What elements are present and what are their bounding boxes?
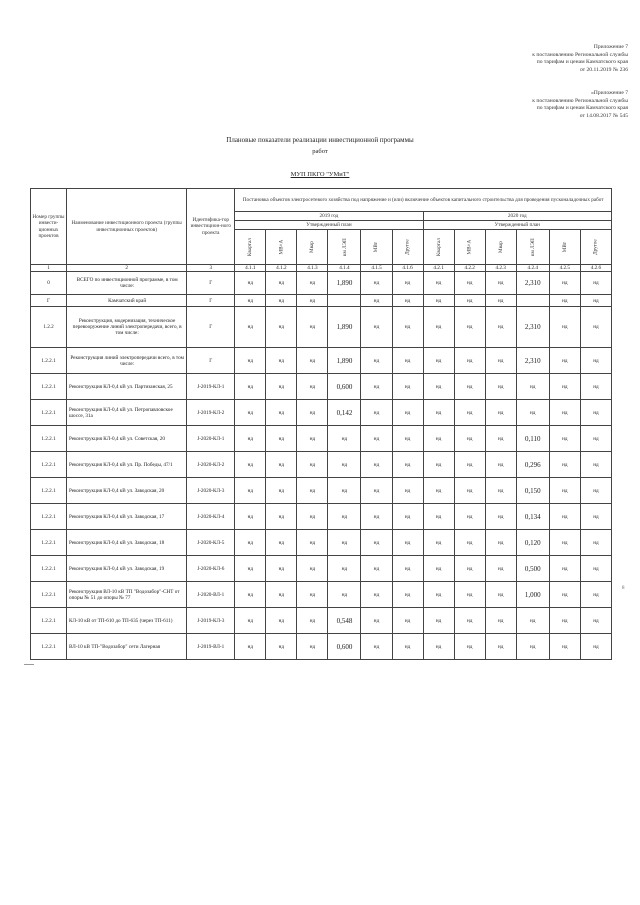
header-unit: Квартал (423, 230, 454, 265)
value-cell: нд (361, 608, 392, 634)
header-unit: км ЛЭП (328, 230, 361, 265)
value-cell: нд (266, 582, 297, 608)
value-cell: нд (549, 307, 580, 348)
value-cell: нд (549, 374, 580, 400)
table-row (31, 608, 612, 634)
value-cell: нд (266, 295, 297, 307)
value-cell: нд (516, 634, 549, 660)
header-unit: Мвар (297, 230, 328, 265)
table-row (31, 272, 612, 295)
group-number-cell: 1.2.2.1 (31, 530, 67, 556)
value-cell: нд (392, 426, 423, 452)
value-cell: нд (516, 400, 549, 426)
table-row (31, 478, 612, 504)
value-cell: нд (235, 582, 266, 608)
value-cell: нд (297, 556, 328, 582)
column-number: 1 (31, 265, 67, 272)
value-cell: нд (361, 307, 392, 348)
group-number-cell: Г (31, 295, 67, 307)
value-cell: нд (549, 634, 580, 660)
project-id-cell: Г (187, 307, 235, 348)
project-name-cell: Реконструкция, модернизация, техническое перевооружение линий электропередачи, всего, в том числе: (67, 307, 187, 348)
value-cell: нд (485, 556, 516, 582)
value-cell: нд (328, 478, 361, 504)
value-cell: нд (549, 426, 580, 452)
investment-table (30, 188, 612, 660)
project-name-cell: Реконструкция КЛ-0,4 кВ ул. Заводская, 17 (67, 504, 187, 530)
value-cell: нд (328, 452, 361, 478)
value-cell: нд (485, 634, 516, 660)
column-number: 2 (67, 265, 187, 272)
value-cell: нд (423, 426, 454, 452)
project-name-cell: ВСЕГО по инвестиционной программе, в том числе: (67, 272, 187, 295)
organization-name: МУП ПКГО "УМиТ" (290, 171, 350, 178)
value-cell: нд (580, 307, 611, 348)
value-cell: нд (297, 452, 328, 478)
value-cell: нд (580, 272, 611, 295)
header-unit: МВ×А (454, 230, 485, 265)
value-cell: 2,310 (516, 272, 549, 295)
column-number: 3 (187, 265, 235, 272)
value-cell: нд (485, 504, 516, 530)
margin-dash (24, 664, 34, 665)
table-row (31, 530, 612, 556)
value-cell: нд (485, 426, 516, 452)
table-row (31, 582, 612, 608)
value-cell: нд (454, 307, 485, 348)
project-name-cell: Реконструкция КЛ-0,4 кВ ул. Советская, 20 (67, 426, 187, 452)
value-cell: нд (266, 478, 297, 504)
header-line: к постановлению Региональной службы (532, 51, 628, 58)
value-cell: нд (423, 307, 454, 348)
value-cell: нд (266, 504, 297, 530)
value-cell: нд (297, 426, 328, 452)
value-cell: 0,134 (516, 504, 549, 530)
value-cell: нд (392, 272, 423, 295)
project-id-cell: J-2020-ВЛ-1 (187, 582, 235, 608)
value-cell: нд (361, 452, 392, 478)
header-plan-2019: Утвержденный план (235, 221, 423, 230)
column-number-row (31, 265, 612, 272)
value-cell: нд (423, 556, 454, 582)
value-cell: нд (266, 426, 297, 452)
value-cell: нд (580, 348, 611, 374)
value-cell: 1,000 (516, 582, 549, 608)
value-cell: нд (454, 478, 485, 504)
value-cell: нд (235, 348, 266, 374)
value-cell: нд (580, 426, 611, 452)
group-number-cell: 1.2.2.1 (31, 504, 67, 530)
value-cell: нд (580, 295, 611, 307)
value-cell: нд (392, 582, 423, 608)
project-id-cell: Г (187, 295, 235, 307)
header-project-name: Наименование инвестиционного проекта (группы инвестиционных проектов) (67, 189, 187, 265)
value-cell: нд (580, 530, 611, 556)
column-number: 4.2.4 (516, 265, 549, 272)
value-cell: нд (361, 348, 392, 374)
column-number: 4.2.5 (549, 265, 580, 272)
value-cell: нд (580, 400, 611, 426)
value-cell: нд (266, 530, 297, 556)
value-cell: нд (485, 582, 516, 608)
table-row (31, 426, 612, 452)
table-row (31, 307, 612, 348)
value-cell: нд (235, 608, 266, 634)
value-cell: нд (580, 374, 611, 400)
group-number-cell: 1.2.2.1 (31, 608, 67, 634)
project-name-cell: Реконструкция КЛ-0,4 кВ ул. Заводская, 18 (67, 530, 187, 556)
value-cell: нд (266, 400, 297, 426)
value-cell: нд (392, 634, 423, 660)
value-cell: нд (423, 582, 454, 608)
table-row (31, 556, 612, 582)
value-cell: нд (485, 608, 516, 634)
project-name-cell: Реконструкция КЛ-0,4 кВ ул. Заводская, 19 (67, 556, 187, 582)
table-row (31, 452, 612, 478)
value-cell: нд (549, 400, 580, 426)
header-line: Приложение 7 (593, 44, 628, 50)
value-cell: нд (235, 556, 266, 582)
table-row (31, 374, 612, 400)
value-cell: нд (297, 307, 328, 348)
value-cell: нд (423, 348, 454, 374)
value-cell: нд (423, 272, 454, 295)
project-id-cell: J-2020-КЛ-6 (187, 556, 235, 582)
value-cell: нд (485, 452, 516, 478)
value-cell: нд (423, 608, 454, 634)
value-cell: нд (485, 530, 516, 556)
column-number: 4.2.6 (580, 265, 611, 272)
value-cell: нд (392, 504, 423, 530)
header-unit: МВт (361, 230, 392, 265)
value-cell: 0,296 (516, 452, 549, 478)
value-cell: нд (235, 504, 266, 530)
value-cell: нд (297, 582, 328, 608)
value-cell: нд (454, 374, 485, 400)
value-cell: нд (454, 426, 485, 452)
value-cell: нд (235, 400, 266, 426)
header-line: от 14.08.2017 № 545 (579, 112, 628, 119)
value-cell: нд (423, 400, 454, 426)
value-cell: нд (392, 374, 423, 400)
project-name-cell: Реконструкция линий электропередачи всего, в том числе: (67, 348, 187, 374)
group-number-cell: 1.2.2.1 (31, 582, 67, 608)
document-title: Плановые показатели реализации инвестиционной программы (226, 136, 414, 144)
value-cell: 0,600 (328, 634, 361, 660)
value-cell: нд (235, 426, 266, 452)
document-subtitle: работ (312, 148, 328, 155)
value-cell: нд (549, 272, 580, 295)
value-cell: 0,548 (328, 608, 361, 634)
column-number: 4.1.6 (392, 265, 423, 272)
value-cell: нд (297, 374, 328, 400)
value-cell: нд (361, 504, 392, 530)
value-cell: нд (361, 530, 392, 556)
value-cell: нд (423, 530, 454, 556)
value-cell: нд (328, 426, 361, 452)
project-name-cell: ВЛ-10 кВ ТП-"Водозабор" сети Лагерная (67, 634, 187, 660)
value-cell: нд (297, 634, 328, 660)
project-id-cell: Г (187, 348, 235, 374)
value-cell: нд (297, 608, 328, 634)
value-cell: нд (516, 374, 549, 400)
value-cell: нд (549, 608, 580, 634)
value-cell: нд (549, 530, 580, 556)
header-unit: км ЛЭП (516, 230, 549, 265)
project-name-cell: Реконструкция КЛ-0,4 кВ ул. Заводская, 20 (67, 478, 187, 504)
value-cell: нд (297, 530, 328, 556)
column-number: 4.2.2 (454, 265, 485, 272)
table-row (31, 348, 612, 374)
header-unit: МВт (549, 230, 580, 265)
value-cell: нд (549, 348, 580, 374)
value-cell: нд (235, 295, 266, 307)
value-cell: нд (454, 348, 485, 374)
value-cell: нд (454, 608, 485, 634)
value-cell: нд (454, 272, 485, 295)
value-cell: нд (580, 452, 611, 478)
value-cell: 2,310 (516, 348, 549, 374)
value-cell: 1,890 (328, 307, 361, 348)
project-name-cell: Реконструкция ВЛ-10 кВ ТП "Водозабор"-СНТ от опоры № 51 до опоры № 77 (67, 582, 187, 608)
value-cell: нд (328, 556, 361, 582)
project-id-cell: J-2019-ВЛ-1 (187, 634, 235, 660)
value-cell: нд (549, 478, 580, 504)
value-cell: нд (328, 504, 361, 530)
value-cell: нд (454, 530, 485, 556)
column-number: 4.1.3 (297, 265, 328, 272)
value-cell: нд (361, 556, 392, 582)
group-number-cell: 1.2.2 (31, 307, 67, 348)
value-cell: нд (392, 530, 423, 556)
value-cell: нд (328, 582, 361, 608)
value-cell: нд (423, 634, 454, 660)
table-row (31, 634, 612, 660)
value-cell: нд (361, 374, 392, 400)
appendix-header-current (532, 44, 628, 74)
header-line: к постановлению Региональной службы (532, 97, 628, 104)
value-cell: нд (454, 556, 485, 582)
project-name-cell: Реконструкция КЛ-0,4 кВ ул. Партизанская, 25 (67, 374, 187, 400)
column-number: 4.2.1 (423, 265, 454, 272)
value-cell: нд (266, 307, 297, 348)
value-cell: нд (361, 400, 392, 426)
project-name-cell: Реконструкция КЛ-0,4 кВ ул. Пр. Победы, 47/1 (67, 452, 187, 478)
value-cell: нд (266, 374, 297, 400)
project-name-cell: Реконструкция КЛ-0,4 кВ ул. Петропавловское шоссе, 31а (67, 400, 187, 426)
group-number-cell: 1.2.2.1 (31, 556, 67, 582)
group-number-cell: 1.2.2.1 (31, 426, 67, 452)
table-row (31, 295, 612, 307)
value-cell: нд (454, 452, 485, 478)
value-cell: нд (361, 582, 392, 608)
value-cell: нд (266, 608, 297, 634)
value-cell: 1,890 (328, 348, 361, 374)
value-cell: 0,142 (328, 400, 361, 426)
value-cell: нд (454, 634, 485, 660)
header-year-2020: 2020 год (423, 212, 611, 221)
value-cell: нд (392, 348, 423, 374)
group-number-cell: 1.2.2.1 (31, 634, 67, 660)
project-id-cell: J-2019-КЛ-3 (187, 608, 235, 634)
header-unit: Мвар (485, 230, 516, 265)
value-cell: нд (485, 400, 516, 426)
project-id-cell: J-2020-КЛ-2 (187, 452, 235, 478)
project-id-cell: J-2020-КЛ-5 (187, 530, 235, 556)
value-cell: нд (580, 556, 611, 582)
value-cell: нд (235, 452, 266, 478)
value-cell: нд (235, 634, 266, 660)
value-cell: нд (423, 504, 454, 530)
header-group-number: Номер группы инвести-ционных проектов (31, 189, 67, 265)
value-cell (516, 295, 549, 307)
header-unit: Квартал (235, 230, 266, 265)
value-cell: нд (235, 307, 266, 348)
page-mark: 8 (622, 586, 625, 591)
value-cell: нд (297, 504, 328, 530)
header-unit: Другое (580, 230, 611, 265)
column-number: 4.1.4 (328, 265, 361, 272)
value-cell: 0,120 (516, 530, 549, 556)
value-cell: нд (423, 295, 454, 307)
value-cell: нд (392, 478, 423, 504)
value-cell: нд (580, 504, 611, 530)
appendix-header-original (532, 90, 628, 120)
value-cell: нд (266, 556, 297, 582)
value-cell: нд (392, 452, 423, 478)
value-cell: нд (392, 400, 423, 426)
value-cell: нд (485, 295, 516, 307)
header-year-2019: 2019 год (235, 212, 423, 221)
value-cell: нд (485, 272, 516, 295)
value-cell: нд (549, 556, 580, 582)
value-cell: 1,890 (328, 272, 361, 295)
value-cell: нд (580, 582, 611, 608)
value-cell: 0,110 (516, 426, 549, 452)
value-cell: 0,150 (516, 478, 549, 504)
value-cell: нд (266, 634, 297, 660)
value-cell: нд (361, 634, 392, 660)
value-cell: нд (423, 452, 454, 478)
value-cell: нд (266, 452, 297, 478)
value-cell: нд (549, 582, 580, 608)
project-name-cell: Камчатский край (67, 295, 187, 307)
column-number: 4.1.1 (235, 265, 266, 272)
group-number-cell: 1.2.2.1 (31, 452, 67, 478)
project-id-cell: J-2019-КЛ-1 (187, 374, 235, 400)
value-cell: 2,310 (516, 307, 549, 348)
value-cell: 0,500 (516, 556, 549, 582)
value-cell: нд (297, 295, 328, 307)
table-row (31, 504, 612, 530)
value-cell: нд (485, 478, 516, 504)
value-cell: нд (485, 374, 516, 400)
value-cell: нд (297, 478, 328, 504)
value-cell: нд (423, 478, 454, 504)
value-cell: нд (328, 530, 361, 556)
value-cell: нд (485, 307, 516, 348)
value-cell: нд (361, 272, 392, 295)
value-cell: нд (297, 272, 328, 295)
project-id-cell: J-2019-КЛ-2 (187, 400, 235, 426)
value-cell: нд (454, 582, 485, 608)
value-cell: нд (392, 295, 423, 307)
group-number-cell: 0 (31, 272, 67, 295)
value-cell: нд (297, 348, 328, 374)
value-cell: нд (423, 374, 454, 400)
header-commissioning: Постановка объектов электросетевого хозяйства под напряжение и (или) включение объектов капитального строительства для проведения пусконаладочных работ (235, 189, 612, 212)
value-cell: нд (454, 400, 485, 426)
value-cell: нд (392, 608, 423, 634)
value-cell: нд (454, 504, 485, 530)
group-number-cell: 1.2.2.1 (31, 478, 67, 504)
value-cell: нд (235, 530, 266, 556)
table-row (31, 400, 612, 426)
value-cell (328, 295, 361, 307)
column-number: 4.2.3 (485, 265, 516, 272)
value-cell: нд (361, 295, 392, 307)
value-cell: нд (454, 295, 485, 307)
value-cell: нд (392, 556, 423, 582)
project-name-cell: КЛ-10 кВ от ТП-610 до ТП-635 (через ТП-611) (67, 608, 187, 634)
header-line: по тарифам и ценам Камчатского края (536, 59, 628, 66)
group-number-cell: 1.2.2.1 (31, 400, 67, 426)
header-line: «Приложение 7 (590, 90, 628, 96)
value-cell: нд (516, 608, 549, 634)
header-line: по тарифам и ценам Камчатского края (536, 105, 628, 112)
header-plan-2020: Утвержденный план (423, 221, 611, 230)
project-id-cell: J-2020-КЛ-1 (187, 426, 235, 452)
value-cell: нд (297, 400, 328, 426)
value-cell: нд (580, 608, 611, 634)
project-id-cell: J-2020-КЛ-4 (187, 504, 235, 530)
column-number: 4.1.2 (266, 265, 297, 272)
value-cell: нд (361, 478, 392, 504)
value-cell: нд (235, 374, 266, 400)
value-cell: нд (549, 504, 580, 530)
project-id-cell: Г (187, 272, 235, 295)
group-number-cell: 1.2.2.1 (31, 348, 67, 374)
column-number: 4.1.5 (361, 265, 392, 272)
value-cell: нд (485, 348, 516, 374)
header-project-id: Идентифика-тор инвестицион-ного проекта (187, 189, 235, 265)
value-cell: нд (361, 426, 392, 452)
group-number-cell: 1.2.2.1 (31, 374, 67, 400)
header-unit: МВ×А (266, 230, 297, 265)
value-cell: нд (549, 295, 580, 307)
value-cell: нд (266, 348, 297, 374)
value-cell: нд (580, 478, 611, 504)
value-cell: нд (549, 452, 580, 478)
value-cell: нд (235, 272, 266, 295)
value-cell: нд (266, 272, 297, 295)
value-cell: нд (235, 478, 266, 504)
project-id-cell: J-2020-КЛ-3 (187, 478, 235, 504)
value-cell: нд (392, 307, 423, 348)
header-unit: Другое (392, 230, 423, 265)
value-cell: нд (580, 634, 611, 660)
header-line: от 20.11.2019 № 236 (579, 66, 628, 73)
value-cell: 0,600 (328, 374, 361, 400)
